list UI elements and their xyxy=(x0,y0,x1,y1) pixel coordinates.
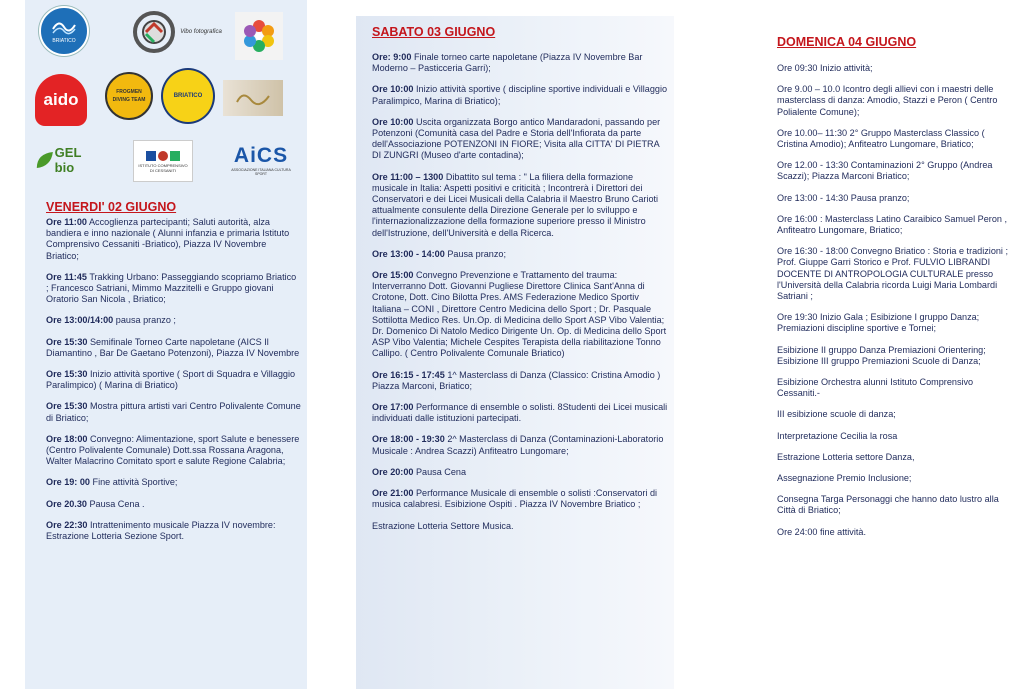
entry-text: Ore 10.00– 11:30 2° Gruppo Masterclass Classico ( Cristina Amodio); Anfiteatro Lungomare, Briatico; xyxy=(777,127,985,150)
entry-time: Ore 10:00 xyxy=(372,84,414,95)
schedule-entry xyxy=(777,214,1012,236)
aido-logo-text: aido xyxy=(43,90,79,109)
schedule-entry xyxy=(372,172,668,239)
schedule-entry xyxy=(372,270,668,360)
entry-text: Mostra pittura artisti vari Centro Polivalente Comune di Briatico; xyxy=(46,401,301,423)
entry-text: Semifinale Torneo Carte napoletane (AICS Il Diamantino , Bar De Gaetano Potenzoni), Piazza IV Novembre xyxy=(46,336,300,358)
entry-text: Uscita organizzata Borgo antico Mandaradoni, passando per Potenzoni (Comunità casa del Padre e Storia dell'Infiorata da parte dell'Associazione POTENZONI IN FIORE; Visita alla CITTA' DI PIETRA DI ZUNGRI (Museo d'arte contadina); xyxy=(372,116,661,161)
schedule-entry xyxy=(777,452,1012,463)
entry-text: Ore 09:30 Inizio attività; xyxy=(777,63,873,73)
schedule-entry xyxy=(372,249,668,260)
entry-time: Ore 11:00 xyxy=(46,217,87,227)
friday-entries xyxy=(25,217,307,542)
schedule-entry xyxy=(46,337,301,359)
schedule-entry xyxy=(46,369,301,391)
entry-time: Ore 15:00 xyxy=(372,270,414,281)
schedule-entry xyxy=(372,84,668,106)
entry-text: Intrattenimento musicale Piazza IV novembre: Estrazione Lotteria Sezione Sport. xyxy=(46,519,276,542)
vibo-fotografica-logo xyxy=(129,8,229,56)
entry-text: Accoglienza partecipanti; Saluti autorità, alza bandiera e inno nazionale ( Alunni infanzia e primaria Istituto Comprensivo Cessaniti -Briatico), Piazza IV Novembre Briatico; xyxy=(46,217,290,261)
sunday-column xyxy=(762,0,1012,689)
frogmen-logo xyxy=(105,72,153,120)
vibo-fotografica-text: Vibo fotografica xyxy=(180,29,222,35)
entry-time: Ore 15:30 xyxy=(46,369,88,380)
entry-time: Ore 19: 00 xyxy=(46,477,90,488)
as-briatico-logo xyxy=(161,68,215,124)
entry-text: Ore 16:00 : Masterclass Latino Caraibico Samuel Peron , Anfiteatro Lungomare, Briatico; xyxy=(777,213,1007,236)
schedule-entry xyxy=(372,467,668,478)
entry-text: pausa pranzo ; xyxy=(113,315,176,326)
schedule-entry xyxy=(46,315,301,326)
aics-logo xyxy=(225,138,297,182)
entry-text: Esibizione II gruppo Danza Premiazioni Orientering; Esibizione III gruppo Premiazioni Scuole di Danza; xyxy=(777,344,986,366)
istituto-logo-text: ISTITUTO COMPRENSIVO DI CESSANITI xyxy=(138,163,188,173)
entry-text: Inizio attività sportive ( discipline sportive individuali e Villaggio Paralimpico, Marina di Briatico); xyxy=(372,84,668,106)
schedule-entry xyxy=(777,494,1012,516)
entry-time: Ore 18:00 xyxy=(46,433,88,444)
entry-time: Ore 11:00 – 1300 xyxy=(372,171,444,182)
schedule-entry xyxy=(372,488,668,510)
entry-text: Pausa Cena xyxy=(413,466,467,477)
sunday-title: DOMENICA 04 GIUGNO xyxy=(777,35,917,49)
schedule-entry xyxy=(777,193,1012,204)
entry-time: Ore 20.30 xyxy=(46,498,87,509)
entry-time: Ore: 9:00 xyxy=(372,52,412,62)
entry-time: Ore 18:00 - 19:30 xyxy=(372,434,445,445)
entry-time: Ore 20:00 xyxy=(372,466,414,477)
entry-time: Ore 15:30 xyxy=(46,401,88,412)
entry-text: Performance Musicale di ensemble o solisti :Conservatori di musica calabresi. Esibizione Ospiti . Piazza IV Novembre Briatico ; xyxy=(372,488,658,510)
briatico-logo xyxy=(39,6,89,56)
entry-time: Ore 15:30 xyxy=(46,336,88,347)
aics-logo-text: AiCS xyxy=(233,144,289,167)
gel-bio-logo-text: GEL bio xyxy=(54,145,82,175)
entry-text: Convegno: Alimentazione, sport Salute e benessere (Centro Polivalente Comunale) Dott.ssa Rossana Aragona, Walter Malacrino Comitato sport e salute Regione Calabria; xyxy=(46,433,300,467)
schedule-entry xyxy=(777,312,1012,334)
schedule-entry xyxy=(777,345,1012,367)
sponsor-logos xyxy=(25,0,307,190)
sunday-entries xyxy=(762,63,1012,538)
entry-text: Pausa pranzo; xyxy=(444,248,506,259)
aics-logo-subtext: ASSOCIAZIONE ITALIANA CULTURA SPORT xyxy=(231,168,291,176)
gel-bio-logo xyxy=(35,138,99,182)
schedule-entry xyxy=(372,521,668,532)
saturday-title: SABATO 03 GIUGNO xyxy=(372,25,496,39)
entry-time: Ore 10:00 xyxy=(372,116,414,127)
script-ornament-icon xyxy=(233,88,273,108)
schedule-entry xyxy=(46,272,301,306)
schedule-entry xyxy=(777,527,1012,538)
flower-logo xyxy=(235,12,283,60)
entry-time: Ore 16:15 - 17:45 xyxy=(372,369,445,380)
schedule-entry xyxy=(777,63,1012,74)
entry-text: Ore 13:00 - 14:30 Pausa pranzo; xyxy=(777,192,910,203)
schedule-entry xyxy=(777,128,1012,150)
schedule-entry xyxy=(372,117,668,162)
schedule-entry xyxy=(372,434,668,456)
entry-text: III esibizione scuole di danza; xyxy=(777,409,896,420)
entry-time: Ore 13:00/14:00 xyxy=(46,315,114,326)
entry-text: Interpretazione Cecilia la rosa xyxy=(777,430,898,441)
entry-text: Ore 19:30 Inizio Gala ; Esibizione I gruppo Danza; Premiazioni discipline sportive e Tornei; xyxy=(777,312,980,334)
entry-text: Ore 16:30 - 18:00 Convegno Briatico : Storia e tradizioni ; Prof. Giuppe Garri Storico e Prof. FULVIO LIBRANDI DOCENTE DI ANTROPOLOGIA CULTURALE presso l'Università della Calabria ricorda Luigi Maria Lombardi Satriani ; xyxy=(777,246,1009,302)
schedule-entry xyxy=(46,499,301,510)
schedule-entry xyxy=(46,434,301,468)
entry-text: Assegnazione Premio Inclusione; xyxy=(777,473,912,484)
aido-logo xyxy=(35,74,87,126)
entry-text: 2^ Masterclass di Danza (Contaminazioni-Laboratorio Musicale : Andrea Scazzi) Anfiteatro Lungomare; xyxy=(372,434,664,456)
entry-text: Ore 12.00 - 13:30 Contaminazioni 2° Gruppo (Andrea Scazzi); Piazza Marconi Briatico; xyxy=(777,160,993,182)
entry-text: Inizio attività sportive ( Sport di Squadra e Villaggio Paralimpico) ( Marina di Briatico) xyxy=(46,369,296,391)
camera-lens-icon xyxy=(132,10,176,54)
leaf-icon xyxy=(35,149,55,171)
schedule-entry xyxy=(777,84,1012,118)
schedule-entry xyxy=(777,160,1012,182)
schedule-entry xyxy=(777,246,1012,302)
schedule-entry xyxy=(372,402,668,424)
entry-text: Dibattito sul tema : " La filiera della formazione musicale in Italia: Aspetti positivi e criticità ; Incontrerà i Direttori dei Conservatori e dei Licei Musicali della Calabria il Maestro Bruno Carioti attualmente consulente della Direzione Generale per lo sviluppo e l'internazionalizzazione della formazione superiore presso il Ministro dell'Istruzione, dell'Università e della Ricerca. xyxy=(372,171,659,238)
schedule-entry xyxy=(46,217,301,262)
gold-script-logo xyxy=(223,80,283,116)
schedule-entry xyxy=(372,370,668,392)
entry-text: Estrazione Lotteria Settore Musica. xyxy=(372,520,514,531)
entry-text: Estrazione Lotteria settore Danza, xyxy=(777,451,915,462)
saturday-column xyxy=(356,16,674,689)
emblems-icon xyxy=(145,149,181,163)
as-briatico-logo-text: BRIATICO xyxy=(173,93,203,99)
entry-time: Ore 21:00 xyxy=(372,488,414,499)
entry-text: Fine attività Sportive; xyxy=(89,477,178,488)
entry-time: Ore 13:00 - 14:00 xyxy=(372,248,445,259)
entry-text: Performance di ensemble o solisti. 8Studenti dei Licei musicali individuati dalle istituzioni partecipati. xyxy=(372,402,668,424)
schedule-entry xyxy=(46,520,301,542)
entry-text: Ore 9.00 – 10.0 Icontro degli allievi con i maestri delle masterclass di danza: Amodio, Stazzi e Peron ( Centro Polialente Comune); xyxy=(777,84,998,117)
entry-time: Ore 22:30 xyxy=(46,519,88,530)
friday-title: VENERDI' 02 GIUGNO xyxy=(46,200,177,214)
schedule-entry xyxy=(777,473,1012,484)
entry-text: Convegno Prevenzione e Trattamento del trauma: Interverranno Dott. Giovanni Pugliese Direttore Clinica Sant'Anna di Crotone, Dott. Cino Bilotta Pres. AMS Federazione Medico Sportiv Italiana – CONI , Direttore Centro Medicina dello Sport ; Dr. Pasquale Sottilotta Medico Res. Un.Op. di Medicina dello Sport ASP Vibo Valentia; Dr. Domenico Di Natolo Medico Dirigente Un. Op. di Medicina dello Sport ASP Vibo Valentia; Michele Cespites Terapista della riabilitazione Tonno Callipo. ( Centro Polivalente Comunale Briatico) xyxy=(372,270,667,359)
entry-time: Ore 17:00 xyxy=(372,402,414,413)
wave-icon xyxy=(51,17,77,37)
entry-time: Ore 11:45 xyxy=(46,271,87,282)
frogmen-logo-text: FROGMEN DIVING TEAM xyxy=(112,89,146,103)
schedule-entry xyxy=(777,409,1012,420)
entry-text: Consegna Targa Personaggi che hanno dato lustro alla Città di Briatico; xyxy=(777,494,999,516)
schedule-entry xyxy=(777,377,1012,399)
friday-column xyxy=(25,0,307,689)
schedule-entry xyxy=(46,477,301,488)
briatico-logo-text: BRIATICO xyxy=(52,38,76,44)
schedule-entry xyxy=(372,52,668,74)
flower-icon xyxy=(241,18,277,54)
entry-text: 1^ Masterclass di Danza (Classico: Cristina Amodio ) Piazza Marconi, Briatico; xyxy=(372,369,661,391)
entry-text: Finale torneo carte napoletane (Piazza IV Novembre Bar Moderno – Pasticceria Garri); xyxy=(372,52,643,74)
istituto-logo xyxy=(133,140,193,182)
schedule-entry xyxy=(46,401,301,423)
entry-text: Esibizione Orchestra alunni Istituto Comprensivo Cessaniti.- xyxy=(777,377,974,399)
schedule-entry xyxy=(777,431,1012,442)
entry-text: Pausa Cena . xyxy=(86,498,145,509)
entry-text: Ore 24:00 fine attività. xyxy=(777,526,866,537)
entry-text: Trakking Urbano: Passeggiando scopriamo Briatico ; Francesco Satriani, Mimmo Mazzitelli e Gruppo giovani Oratorio San Nicola , Briatico; xyxy=(46,271,297,305)
saturday-entries xyxy=(356,52,674,532)
